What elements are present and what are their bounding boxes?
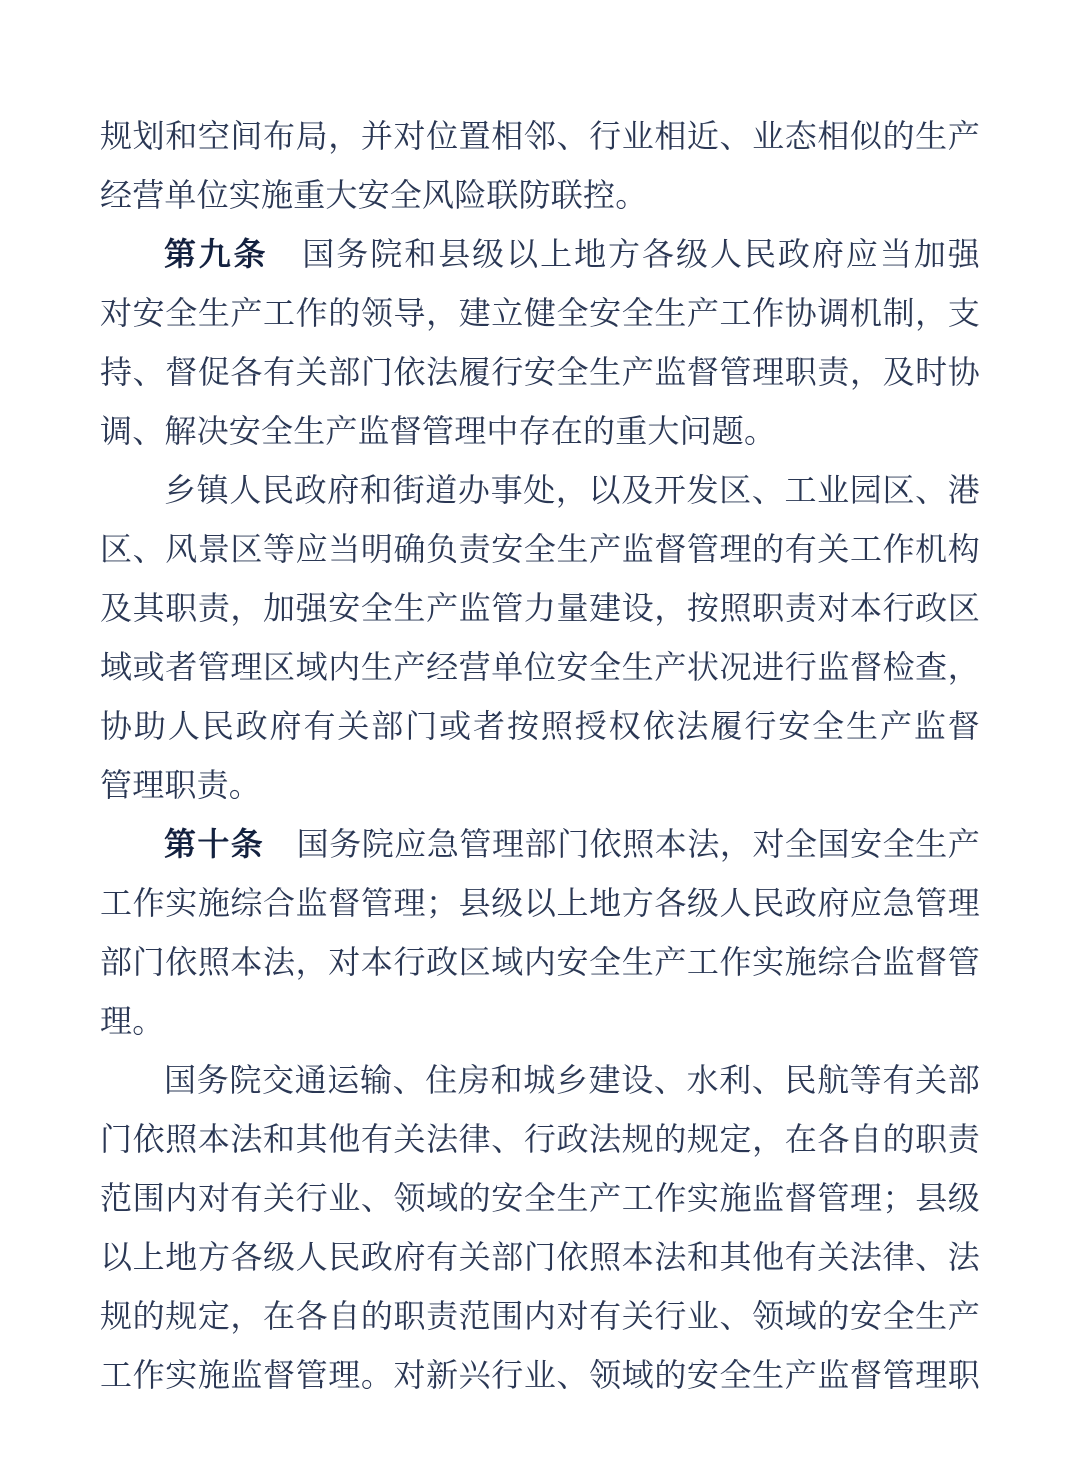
line-text: 调、解决安全生产监督管理中存在的重大问题。 [100,413,777,449]
line-text: 及其职责，加强安全生产监管力量建设，按照职责对本行政区 [100,590,980,626]
line-text: 部门依照本法，对本行政区域内安全生产工作实施综合监督管 [100,944,980,980]
line-text: 规划和空间布局，并对位置相邻、行业相近、业态相似的生产 [100,118,980,154]
line-text: 以上地方各级人民政府有关部门依照本法和其他有关法律、法 [100,1239,980,1275]
text-line [100,284,980,343]
line-text: 协助人民政府有关部门或者按照授权依法履行安全生产监督 [100,708,980,744]
line-text: 理。 [100,1003,165,1039]
text-line [100,402,980,461]
line-text: 域或者管理区域内生产经营单位安全生产状况进行监督检查， [100,649,980,685]
text-line [100,1346,980,1405]
line-text: 工作实施监督管理。对新兴行业、领域的安全生产监督管理职 [100,1357,980,1393]
text-line [100,107,980,166]
line-text: 持、督促各有关部门依法履行安全生产监督管理职责，及时协 [100,354,980,390]
line-text: 对安全生产工作的领导，建立健全安全生产工作协调机制，支 [100,295,980,331]
text-line [100,343,980,402]
article-9-number: 第九条 [164,236,269,272]
text-line [100,1287,980,1346]
legal-text-body [100,107,980,1405]
line-text: 乡镇人民政府和街道办事处，以及开发区、工业园区、港 [164,472,980,508]
text-line [100,461,980,520]
text-line [100,874,980,933]
text-line [100,1110,980,1169]
article-10-number: 第十条 [164,826,265,862]
text-line-article-9 [100,225,980,284]
line-text: 国务院应急管理部门依照本法，对全国安全生产 [264,826,980,862]
text-line [100,520,980,579]
line-text: 国务院和县级以上地方各级人民政府应当加强 [268,236,980,272]
line-text: 经营单位实施重大安全风险联防联控。 [100,177,648,213]
text-line [100,992,980,1051]
text-line [100,579,980,638]
text-line [100,1169,980,1228]
text-line [100,756,980,815]
text-line-article-10 [100,815,980,874]
line-text: 区、风景区等应当明确负责安全生产监督管理的有关工作机构 [100,531,980,567]
text-line [100,697,980,756]
text-line [100,1228,980,1287]
text-line [100,638,980,697]
line-text: 门依照本法和其他有关法律、行政法规的规定，在各自的职责 [100,1121,980,1157]
line-text: 国务院交通运输、住房和城乡建设、水利、民航等有关部 [164,1062,980,1098]
text-line [100,933,980,992]
text-line [100,1051,980,1110]
line-text: 管理职责。 [100,767,262,803]
line-text: 规的规定，在各自的职责范围内对有关行业、领域的安全生产 [100,1298,980,1334]
text-line [100,166,980,225]
line-text: 工作实施综合监督管理；县级以上地方各级人民政府应急管理 [100,885,980,921]
line-text: 范围内对有关行业、领域的安全生产工作实施监督管理；县级 [100,1180,980,1216]
